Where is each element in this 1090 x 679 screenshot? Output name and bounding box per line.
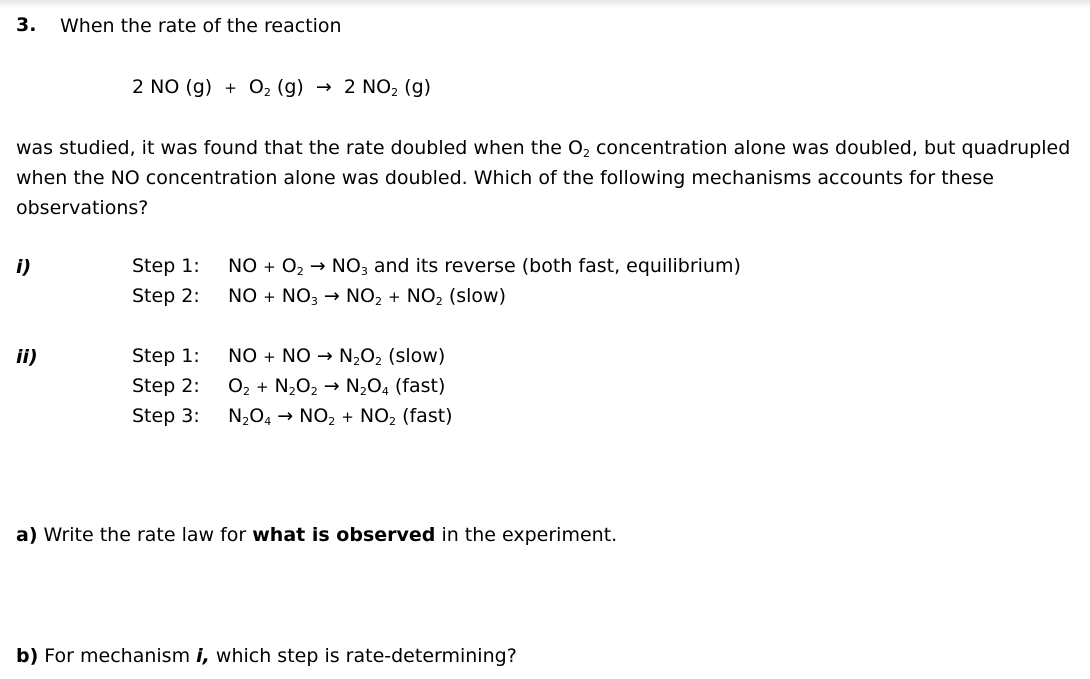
part-a-label: a) [16,524,38,546]
mechanism-i-label: i) [16,256,32,278]
part-b-label: b) [16,645,39,667]
mechanism-ii-step-1: Step 1: NO + NO → $N_2O_2$ (slow) [132,345,446,368]
question-number: 3. [16,14,37,36]
eq-plus: + [224,79,237,97]
eq-reactant-no: 2 NO (g) [132,76,213,98]
mechanism-ii-step-2: Step 2: $O_2 + N_2O_2 \to N_2O_4$ (fast) [132,375,446,398]
part-b-question: b) For mechanism i, which step is rate-determining? [16,645,517,667]
question-paragraph: was studied, it was found that the rate doubled when the $O_2$ concentration alone was doubled, but quadrupled when the NO concentration alone was doubled. Which of the following mechanisms accounts for these observations? [16,137,1071,219]
eq-arrow: → [315,76,332,98]
mechanism-ii-steps [132,341,453,431]
eq-reactant-o2: $O_2$ (g) [248,76,304,99]
part-a-question: a) Write the rate law for what is observed in the experiment. [16,524,618,546]
question-intro: When the rate of the reaction [60,15,342,37]
part-b-mechanism-ref: i, [196,645,210,667]
mechanism-i-step-1: Step 1: NO + $O_2 \to NO_3$ and its reverse (both fast, equilibrium) [132,255,741,278]
part-a-emphasis: what is observed [252,524,436,546]
top-edge-shade [0,0,1090,8]
overall-equation [132,75,431,100]
mechanism-ii-step-3: Step 3: $N_2O_4 \to NO_2 + NO_2$ (fast) [132,405,453,428]
mechanism-i-steps [132,251,741,311]
eq-product-no2: 2 $NO_2$ (g) [343,76,432,99]
mechanism-ii-label: ii) [16,346,38,368]
mechanism-i-step-2: Step 2: NO + $NO_3 \to NO_2 + NO_2$ (slow) [132,285,506,308]
